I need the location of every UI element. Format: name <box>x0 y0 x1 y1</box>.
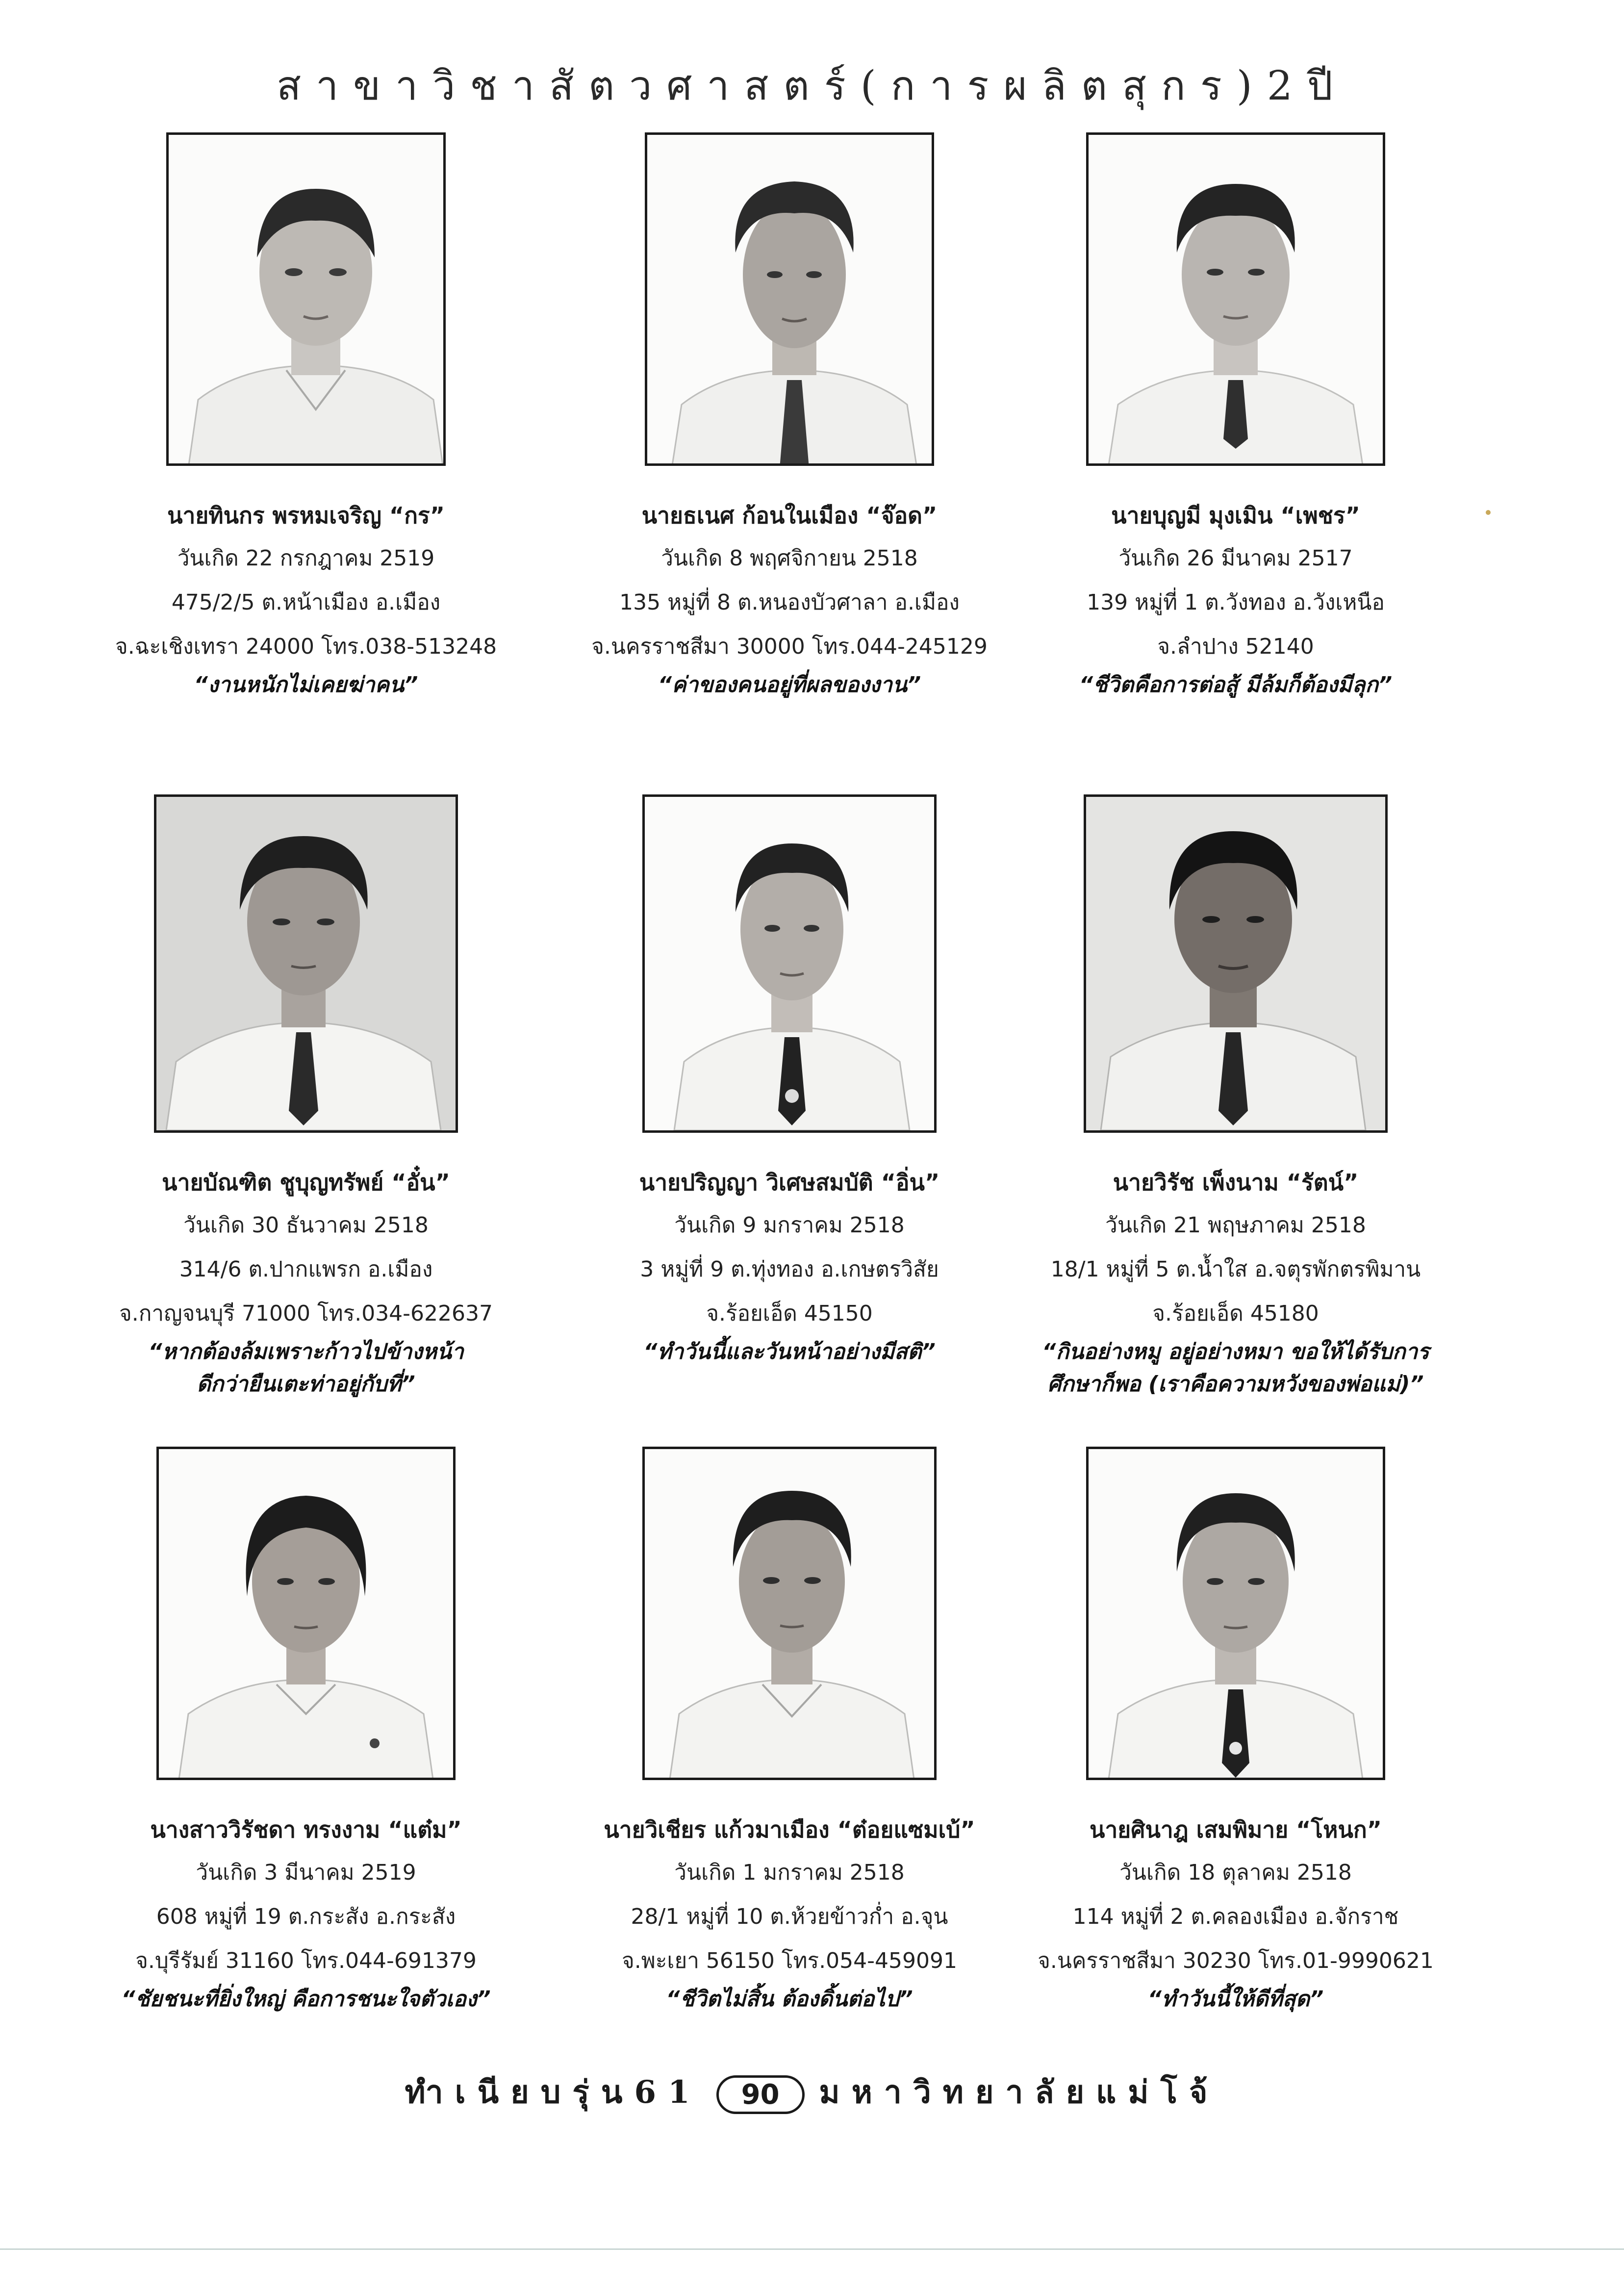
student-name: นายศินาฎ เสมพิมาย “โหนก” <box>1090 1816 1382 1843</box>
student-quote: “ชีวิตคือการต่อสู้ มีล้มก็ต้องมีลุก” <box>1079 672 1393 697</box>
student-birthdate: วันเกิด 21 พฤษภาคม 2518 <box>1105 1213 1366 1238</box>
student-card <box>61 794 551 1401</box>
student-birthdate: วันเกิด 30 ธันวาคม 2518 <box>183 1213 429 1238</box>
student-photo <box>156 1447 456 1780</box>
student-address-line2: จ.นครราชสีมา 30230 โทร.01-9990621 <box>1038 1948 1434 1973</box>
student-address-line2: จ.ร้อยเอ็ด 45150 <box>706 1301 873 1326</box>
student-card <box>990 1447 1481 2015</box>
student-quote: “ชีวิตไม่สิ้น ต้องดิ้นต่อไป” <box>666 1987 913 2012</box>
student-birthdate: วันเกิด 9 มกราคม 2518 <box>674 1213 905 1238</box>
student-quote: “ทำวันนี้และวันหน้าอย่างมีสติ” <box>643 1339 936 1364</box>
scan-edge-line <box>0 2248 1624 2250</box>
student-card <box>990 132 1481 701</box>
student-name: นายทินกร พรหมเจริญ “กร” <box>167 502 445 529</box>
student-photo <box>642 1447 937 1780</box>
student-address: 114 หมู่ที่ 2 ต.คลองเมือง อ.จักราช <box>1072 1904 1399 1929</box>
student-address: 608 หมู่ที่ 19 ต.กระสัง อ.กระสัง <box>156 1904 456 1929</box>
student-card <box>544 132 1035 701</box>
portrait-image <box>1089 135 1383 466</box>
student-birthdate: วันเกิด 18 ตุลาคม 2518 <box>1119 1860 1352 1885</box>
student-address: 314/6 ต.ปากแพรก อ.เมือง <box>179 1257 433 1282</box>
student-name: นายบัณฑิต ชูบุญทรัพย์ “อั๋น” <box>162 1169 450 1196</box>
student-photo <box>1084 794 1388 1133</box>
student-photo <box>154 794 458 1133</box>
portrait-image <box>647 135 934 466</box>
student-quote: “กินอย่างหมู อยู่อย่างหมา ขอให้ได้รับการ <box>1042 1339 1429 1364</box>
student-address-line2: จ.ฉะเชิงเทรา 24000 โทร.038-513248 <box>115 634 497 659</box>
student-birthdate: วันเกิด 26 มีนาคม 2517 <box>1118 546 1353 571</box>
page-footer <box>0 2067 1624 2117</box>
student-birthdate: วันเกิด 1 มกราคม 2518 <box>674 1860 905 1885</box>
student-card <box>61 132 551 701</box>
student-address: 475/2/5 ต.หน้าเมือง อ.เมือง <box>171 590 441 615</box>
student-name: นายวิเชียร แก้วมาเมือง “ต๋อยแซมเบ้” <box>604 1816 975 1843</box>
student-address-line2: จ.บุรีรัมย์ 31160 โทร.044-691379 <box>135 1948 477 1973</box>
student-address-line2: จ.กาญจนบุรี 71000 โทร.034-622637 <box>119 1301 493 1326</box>
student-name: นายบุญมี มุงเมิน “เพชร” <box>1111 502 1360 529</box>
portrait-image <box>645 1449 937 1780</box>
portrait-image <box>159 1449 453 1780</box>
student-address: 28/1 หมู่ที่ 10 ต.ห้วยข้าวก่ำ อ.จุน <box>631 1904 948 1929</box>
student-quote: “งานหนักไม่เคยฆ่าคน” <box>194 672 418 697</box>
student-card <box>61 1447 551 2015</box>
student-name: นายธเนศ ก้อนในเมือง “จ๊อด” <box>641 502 938 529</box>
student-address-line2: จ.นครราชสีมา 30000 โทร.044-245129 <box>591 634 988 659</box>
student-quote: “ทำวันนี้ให้ดีที่สุด” <box>1147 1987 1324 2012</box>
student-birthdate: วันเกิด 22 กรกฎาคม 2519 <box>177 546 435 571</box>
student-birthdate: วันเกิด 3 มีนาคม 2519 <box>196 1860 416 1885</box>
student-photo <box>166 132 446 466</box>
student-photo <box>1086 1447 1385 1780</box>
student-quote: “ค่าของคนอยู่ที่ผลของงาน” <box>658 672 921 697</box>
portrait-image <box>156 797 451 1130</box>
page-number: 90 <box>716 2075 805 2114</box>
student-address-line2: จ.ลำปาง 52140 <box>1157 634 1314 659</box>
paper-speck <box>1486 510 1491 515</box>
student-address-line2: จ.พะเยา 56150 โทร.054-459091 <box>622 1948 957 1973</box>
page-header: สาขาวิชาสัตวศาสตร์(การผลิตสุกร)2ปี <box>277 63 1347 109</box>
footer-left-text: ทำเนียบรุ่น61 <box>405 2074 702 2111</box>
student-name: นายวิรัช เพ็งนาม “รัตน์” <box>1113 1169 1359 1196</box>
student-photo <box>645 132 934 466</box>
portrait-image <box>1086 797 1380 1130</box>
student-birthdate: วันเกิด 8 พฤศจิกายน 2518 <box>661 546 918 571</box>
footer-right-text: มหาวิทยาลัยแม่โจ้ <box>819 2074 1219 2111</box>
student-address: 18/1 หมู่ที่ 5 ต.น้ำใส อ.จตุรพักตรพิมาน <box>1050 1257 1421 1282</box>
student-card <box>990 794 1481 1401</box>
student-photo <box>642 794 937 1133</box>
student-name: นายปริญญา วิเศษสมบัติ “อิ่น” <box>639 1169 940 1196</box>
student-quote-line2: ศึกษาก็พอ (เราคือความหวังของพ่อแม่)” <box>1047 1372 1424 1397</box>
student-address: 135 หมู่ที่ 8 ต.หนองบัวศาลา อ.เมือง <box>619 590 960 615</box>
portrait-image <box>169 135 446 466</box>
student-address-line2: จ.ร้อยเอ็ด 45180 <box>1152 1301 1319 1326</box>
student-quote: “ชัยชนะที่ยิ่งใหญ่ คือการชนะใจตัวเอง” <box>121 1987 491 2012</box>
student-card <box>544 794 1035 1368</box>
student-photo <box>1086 132 1385 466</box>
student-name: นางสาววิรัชดา ทรงงาม “แต๋ม” <box>150 1816 462 1843</box>
portrait-image <box>645 797 937 1130</box>
portrait-image <box>1089 1449 1383 1780</box>
student-address: 139 หมู่ที่ 1 ต.วังทอง อ.วังเหนือ <box>1087 590 1385 615</box>
student-card <box>544 1447 1035 2015</box>
student-quote: “หากต้องล้มเพราะก้าวไปข้างหน้า <box>148 1339 464 1364</box>
student-quote-line2: ดีกว่ายืนเตะท่าอยู่กับที่” <box>197 1372 415 1397</box>
student-address: 3 หมู่ที่ 9 ต.ทุ่งทอง อ.เกษตรวิสัย <box>640 1257 939 1282</box>
